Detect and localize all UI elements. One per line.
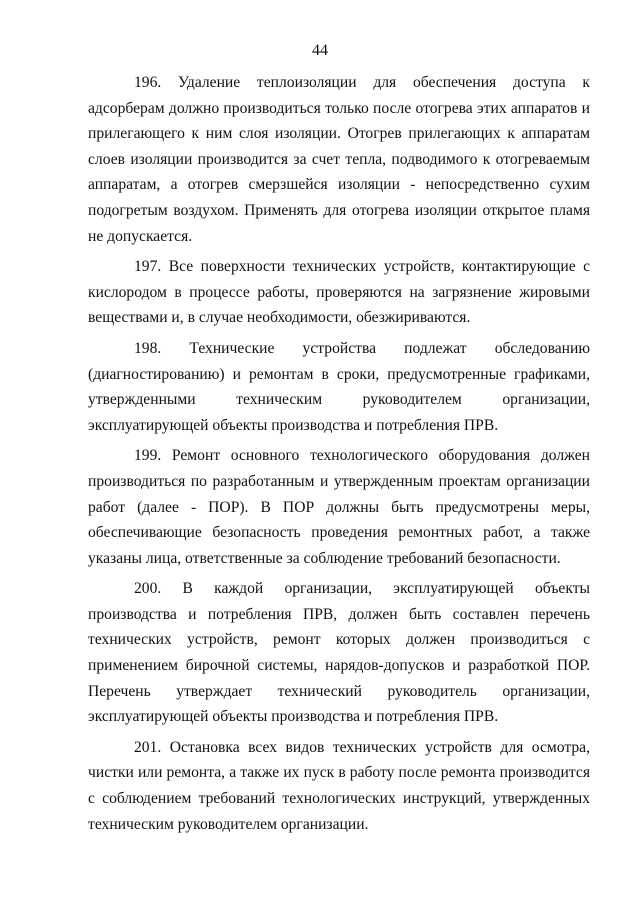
paragraph-196: 196. Удаление теплоизоляции для обеспечения доступа к адсорберам должно производиться только после отогрева этих аппаратов и прилегающего к ним слоя изоляции. Отогрев прилегающих к аппаратам слоев изоляции производится за счет тепла, подводимого к отогреваемым аппаратам, а отогрев смерзшейся изоляции - непосредственно сухим подогретым воздухом. Применять для отогрева изоляции открытое пламя не допускается.: [88, 74, 590, 245]
paragraph-197: 197. Все поверхности технических устройств, контактирующие с кислородом в процессе работы, проверяются на загрязнение жировыми веществами и, в случае необходимости, обезжириваются.: [88, 258, 590, 327]
paragraph-201: 201. Остановка всех видов технических устройств для осмотра, чистки или ремонта, а также их пуск в работу после ремонта производится с соблюдением требований технологических инструкций, утвержденных техническим руководителем организации.: [88, 738, 590, 833]
document-body: [88, 70, 590, 842]
page-number: 44: [312, 42, 328, 59]
paragraph-199: 199. Ремонт основного технологического оборудования должен производиться по разработанным и утвержденным проектам организации работ (далее - ПОР). В ПОР должны быть предусмотрены меры, обеспечивающие безопасность проведения ремонтных работ, а также указаны лица, ответственные за соблюдение требований безопасности.: [88, 447, 590, 567]
paragraph-200: 200. В каждой организации, эксплуатирующей объекты производства и потребления ПРВ, должен быть составлен перечень технических устройств, ремонт которых должен производиться с применением бирочной системы, нарядов-допусков и разработкой ПОР. Перечень утверждает технический руководитель организации, эксплуатирующей объекты производства и потребления ПРВ.: [88, 580, 590, 726]
paragraph-198: 198. Технические устройства подлежат обследованию (диагностированию) и ремонтам в сроки, предусмотренные графиками, утвержденными техническим руководителем организации, эксплуатирующей объекты производства и потребления ПРВ.: [88, 339, 590, 434]
